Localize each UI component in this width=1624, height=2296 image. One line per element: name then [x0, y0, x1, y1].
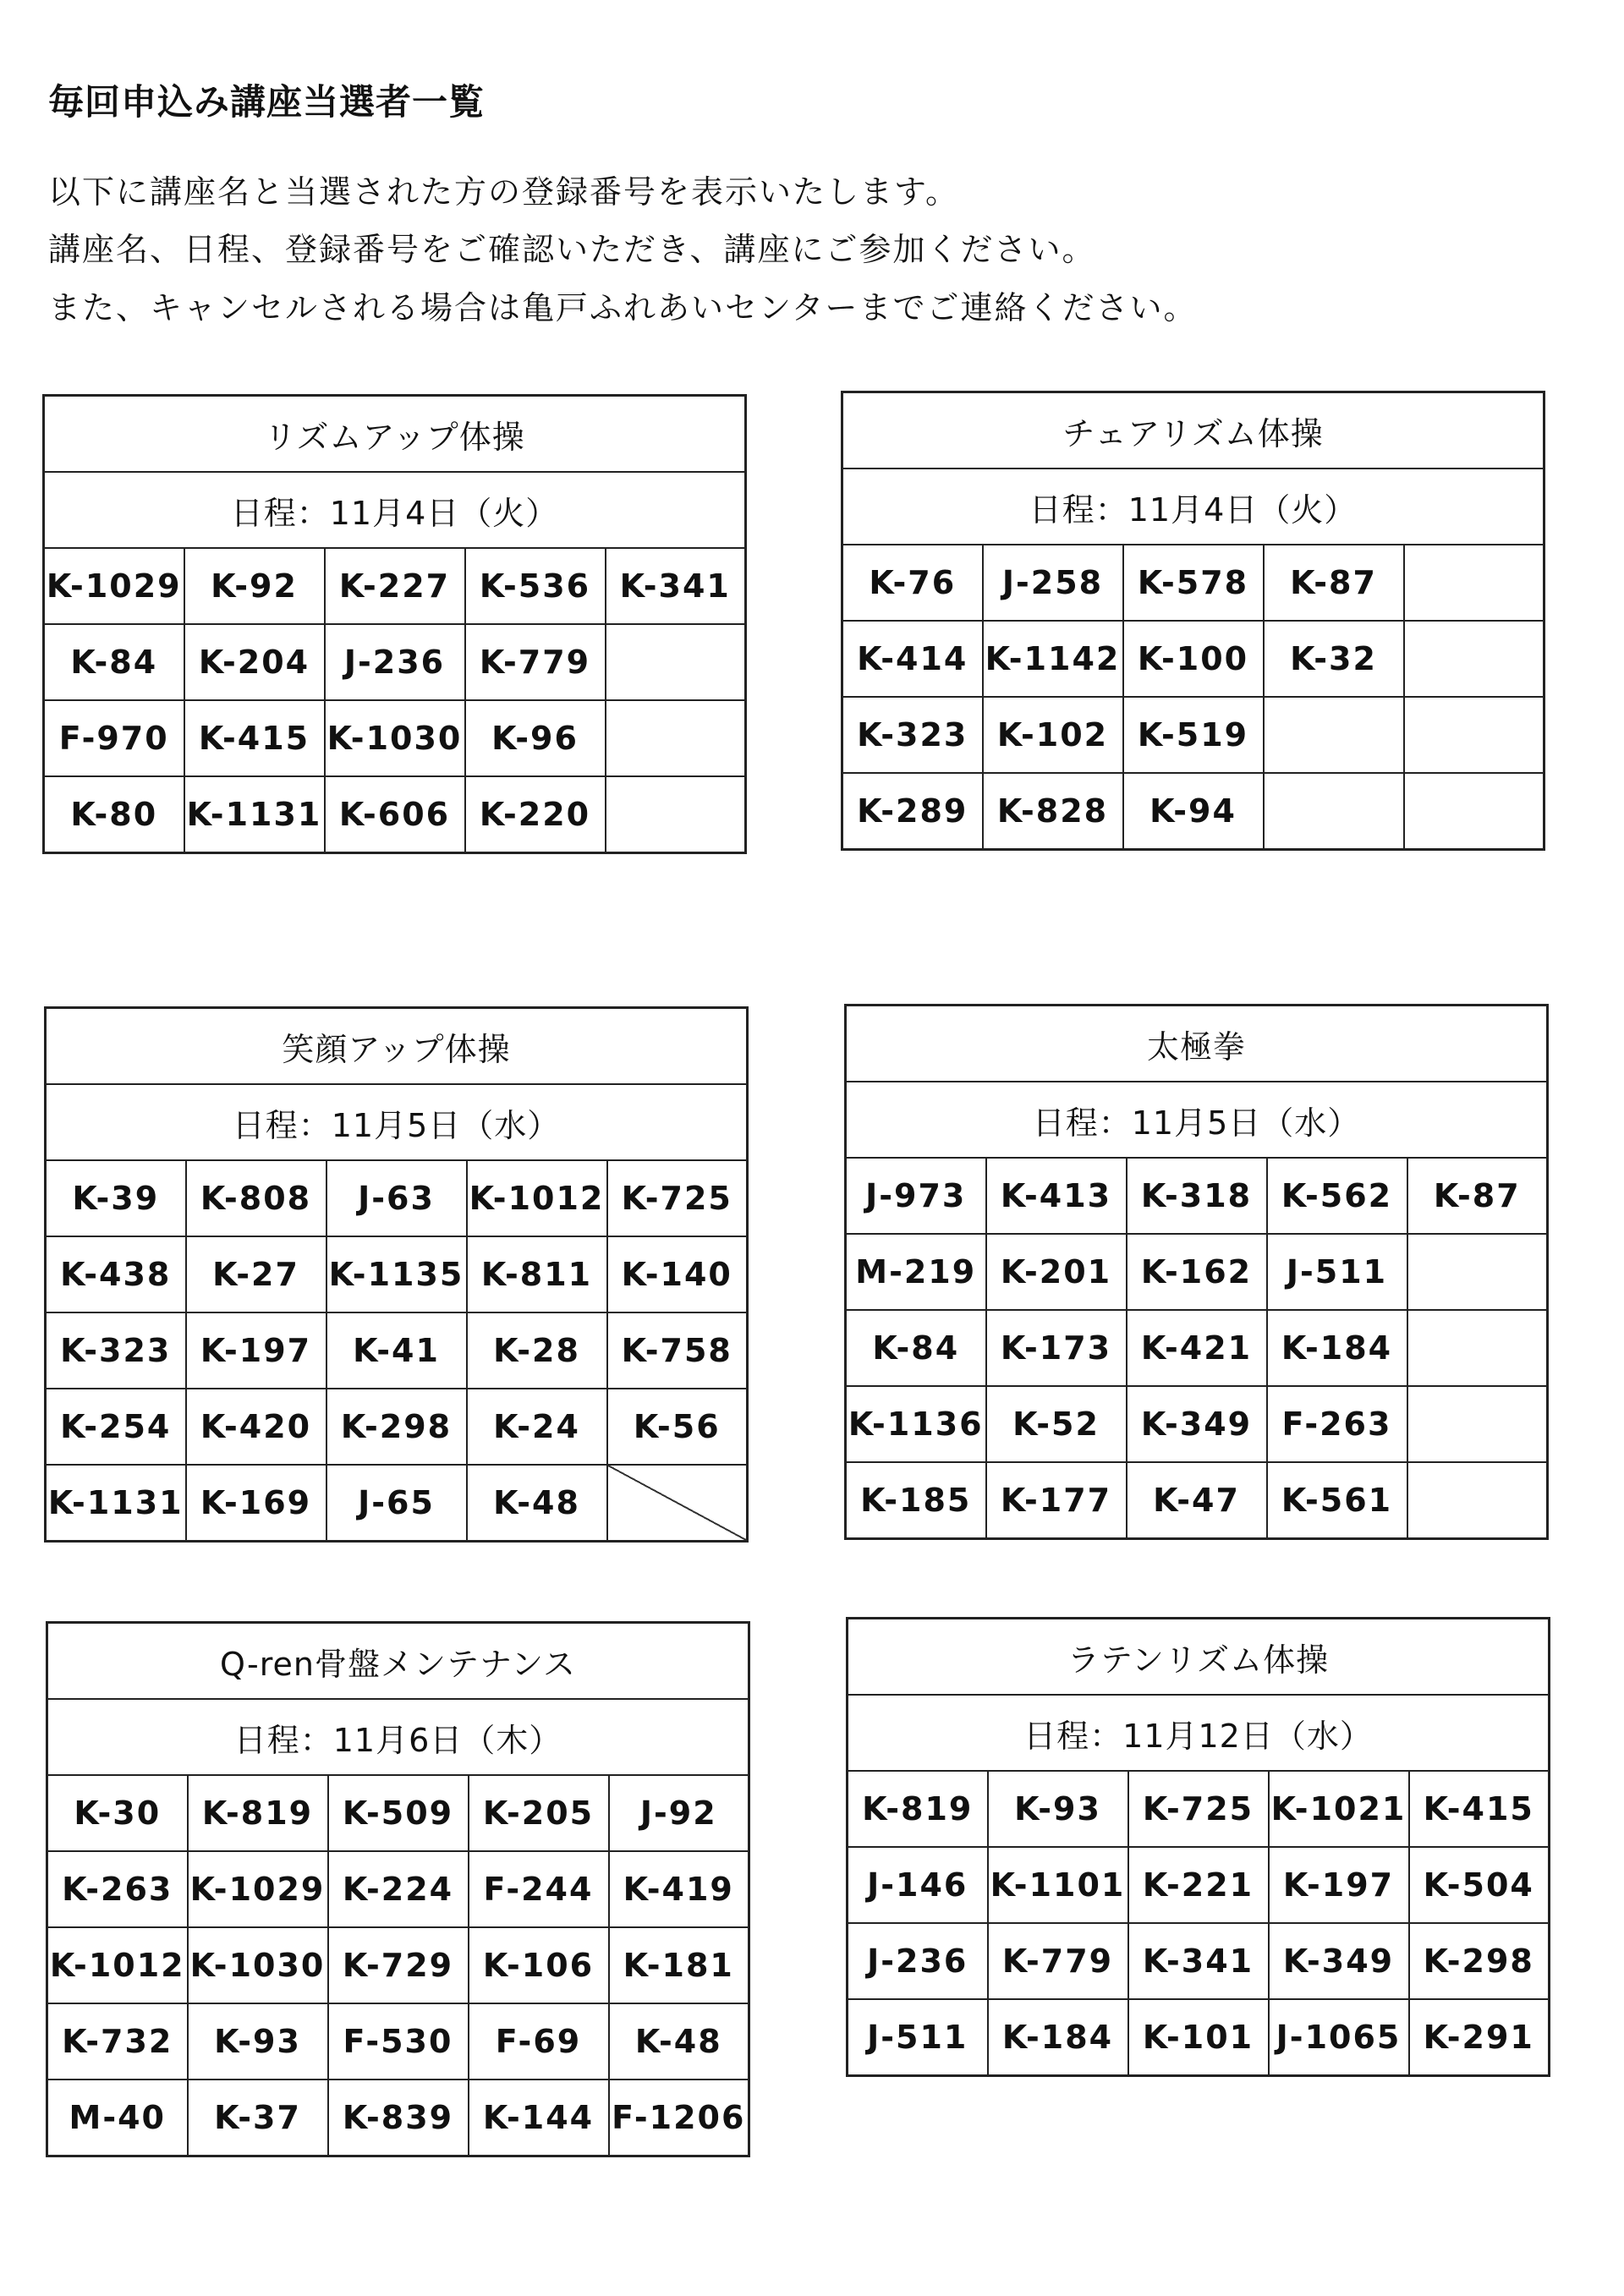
intro-line-3: また、キャンセルされる場合は亀戸ふれあいセンターまでご連絡ください。	[48, 289, 1198, 326]
registration-number: K-48	[467, 1465, 607, 1542]
course-table	[844, 1004, 1549, 1540]
registration-number: K-93	[188, 2003, 328, 2080]
registration-number: K-729	[328, 1927, 469, 2003]
empty-cell	[1404, 697, 1544, 773]
course-table	[46, 1621, 750, 2157]
course-name: 笑顔アップ体操	[46, 1008, 748, 1085]
registration-number: K-87	[1264, 545, 1404, 621]
registration-number: K-318	[1127, 1158, 1267, 1234]
registration-number: K-41	[326, 1312, 467, 1389]
registration-number: K-173	[986, 1310, 1127, 1386]
registration-number: K-102	[983, 697, 1123, 773]
course-name: ラテンリズム体操	[848, 1619, 1550, 1696]
registration-number: K-349	[1127, 1386, 1267, 1462]
registration-number: K-1012	[47, 1927, 188, 2003]
registration-number: K-420	[186, 1389, 326, 1465]
registration-number: K-725	[1128, 1771, 1269, 1847]
registration-number: K-291	[1409, 1999, 1550, 2076]
registration-number: K-415	[184, 700, 325, 776]
registration-number: K-39	[46, 1160, 186, 1236]
registration-number: K-204	[184, 624, 325, 700]
registration-number: J-63	[326, 1160, 467, 1236]
course-table	[846, 1617, 1550, 2077]
registration-number: K-80	[44, 776, 184, 853]
registration-number: K-1135	[326, 1236, 467, 1312]
registration-number: K-819	[848, 1771, 988, 1847]
registration-number: J-973	[846, 1158, 986, 1234]
registration-number: K-201	[986, 1234, 1127, 1310]
empty-cell	[1407, 1462, 1548, 1539]
registration-number: K-144	[469, 2080, 609, 2156]
empty-cell	[1407, 1310, 1548, 1386]
registration-number: K-48	[609, 2003, 749, 2080]
registration-number: K-197	[1269, 1847, 1409, 1923]
registration-number: K-438	[46, 1236, 186, 1312]
registration-number: J-65	[326, 1465, 467, 1542]
registration-number: K-224	[328, 1851, 469, 1927]
registration-number: K-1131	[184, 776, 325, 853]
registration-number: F-970	[44, 700, 184, 776]
registration-number: K-220	[465, 776, 606, 853]
registration-number: J-511	[1267, 1234, 1407, 1310]
registration-number: K-298	[326, 1389, 467, 1465]
registration-number: K-96	[465, 700, 606, 776]
registration-number: J-146	[848, 1847, 988, 1923]
registration-number: F-69	[469, 2003, 609, 2080]
registration-number: K-28	[467, 1312, 607, 1389]
course-schedule: 日程：11月5日（水）	[46, 1084, 748, 1160]
registration-number: K-184	[988, 1999, 1128, 2076]
course-schedule: 日程：11月12日（水）	[848, 1695, 1550, 1771]
registration-number: K-140	[607, 1236, 748, 1312]
registration-number: K-562	[1267, 1158, 1407, 1234]
registration-number: K-1029	[44, 548, 184, 624]
registration-number: K-1131	[46, 1465, 186, 1542]
page-title: 毎回申込み講座当選者一覧	[48, 81, 486, 123]
registration-number: K-254	[46, 1389, 186, 1465]
registration-number: K-758	[607, 1312, 748, 1389]
registration-number: K-323	[842, 697, 983, 773]
course-schedule: 日程：11月4日（火）	[842, 469, 1544, 545]
registration-number: K-56	[607, 1389, 748, 1465]
registration-number: K-1029	[188, 1851, 328, 1927]
registration-number: K-732	[47, 2003, 188, 2080]
registration-number: J-511	[848, 1999, 988, 2076]
registration-number: K-32	[1264, 621, 1404, 697]
registration-number: J-92	[609, 1775, 749, 1851]
registration-number: K-504	[1409, 1847, 1550, 1923]
registration-number: K-808	[186, 1160, 326, 1236]
registration-number: K-811	[467, 1236, 607, 1312]
registration-number: K-52	[986, 1386, 1127, 1462]
registration-number: K-221	[1128, 1847, 1269, 1923]
registration-number: K-184	[1267, 1310, 1407, 1386]
registration-number: K-94	[1123, 773, 1264, 850]
registration-number: K-561	[1267, 1462, 1407, 1539]
registration-number: K-100	[1123, 621, 1264, 697]
registration-number: K-323	[46, 1312, 186, 1389]
registration-number: K-1142	[983, 621, 1123, 697]
registration-number: F-244	[469, 1851, 609, 1927]
registration-number: K-47	[1127, 1462, 1267, 1539]
registration-number: K-419	[609, 1851, 749, 1927]
empty-cell	[1264, 697, 1404, 773]
registration-number: K-421	[1127, 1310, 1267, 1386]
registration-number: K-227	[325, 548, 465, 624]
empty-cell	[1404, 545, 1544, 621]
registration-number: F-1206	[609, 2080, 749, 2156]
registration-number: K-205	[469, 1775, 609, 1851]
registration-number: F-530	[328, 2003, 469, 2080]
registration-number: K-1030	[325, 700, 465, 776]
registration-number: K-536	[465, 548, 606, 624]
registration-number: J-236	[325, 624, 465, 700]
registration-number: K-828	[983, 773, 1123, 850]
empty-cell	[606, 624, 746, 700]
registration-number: K-606	[325, 776, 465, 853]
registration-number: K-519	[1123, 697, 1264, 773]
registration-number: K-87	[1407, 1158, 1548, 1234]
registration-number: M-40	[47, 2080, 188, 2156]
registration-number: K-725	[607, 1160, 748, 1236]
empty-cell	[1407, 1386, 1548, 1462]
registration-number: K-509	[328, 1775, 469, 1851]
course-schedule: 日程：11月5日（水）	[846, 1082, 1548, 1158]
registration-number: K-413	[986, 1158, 1127, 1234]
registration-number: K-24	[467, 1389, 607, 1465]
registration-number: M-219	[846, 1234, 986, 1310]
slashed-empty-cell	[607, 1465, 748, 1542]
registration-number: K-415	[1409, 1771, 1550, 1847]
registration-number: K-1012	[467, 1160, 607, 1236]
course-name: 太極拳	[846, 1006, 1548, 1082]
registration-number: K-84	[846, 1310, 986, 1386]
registration-number: J-1065	[1269, 1999, 1409, 2076]
registration-number: K-414	[842, 621, 983, 697]
empty-cell	[1407, 1234, 1548, 1310]
registration-number: J-236	[848, 1923, 988, 1999]
registration-number: K-1136	[846, 1386, 986, 1462]
intro-line-1: 以下に講座名と当選された方の登録番号を表示いたします。	[48, 173, 959, 211]
registration-number: K-37	[188, 2080, 328, 2156]
registration-number: K-197	[186, 1312, 326, 1389]
registration-number: K-341	[606, 548, 746, 624]
registration-number: K-162	[1127, 1234, 1267, 1310]
course-name: リズムアップ体操	[44, 396, 746, 473]
registration-number: K-779	[465, 624, 606, 700]
registration-number: K-349	[1269, 1923, 1409, 1999]
registration-number: K-185	[846, 1462, 986, 1539]
empty-cell	[1404, 773, 1544, 850]
registration-number: K-101	[1128, 1999, 1269, 2076]
registration-number: K-298	[1409, 1923, 1550, 1999]
registration-number: K-93	[988, 1771, 1128, 1847]
registration-number: K-84	[44, 624, 184, 700]
registration-number: J-258	[983, 545, 1123, 621]
registration-number: K-181	[609, 1927, 749, 2003]
registration-number: K-819	[188, 1775, 328, 1851]
empty-cell	[606, 776, 746, 853]
registration-number: K-27	[186, 1236, 326, 1312]
registration-number: K-30	[47, 1775, 188, 1851]
registration-number: K-779	[988, 1923, 1128, 1999]
registration-number: K-177	[986, 1462, 1127, 1539]
registration-number: K-263	[47, 1851, 188, 1927]
registration-number: K-1021	[1269, 1771, 1409, 1847]
course-name: Q-ren骨盤メンテナンス	[47, 1623, 749, 1700]
course-table	[44, 1006, 749, 1543]
registration-number: K-76	[842, 545, 983, 621]
registration-number: K-169	[186, 1465, 326, 1542]
registration-number: K-92	[184, 548, 325, 624]
registration-number: K-1030	[188, 1927, 328, 2003]
empty-cell	[1404, 621, 1544, 697]
course-schedule: 日程：11月4日（火）	[44, 472, 746, 548]
empty-cell	[1264, 773, 1404, 850]
empty-cell	[606, 700, 746, 776]
registration-number: K-839	[328, 2080, 469, 2156]
registration-number: K-106	[469, 1927, 609, 2003]
registration-number: K-289	[842, 773, 983, 850]
registration-number: K-1101	[988, 1847, 1128, 1923]
intro-line-2: 講座名、日程、登録番号をご確認いただき、講座にご参加ください。	[48, 231, 1096, 268]
course-schedule: 日程：11月6日（木）	[47, 1699, 749, 1775]
registration-number: K-341	[1128, 1923, 1269, 1999]
course-table	[42, 394, 747, 854]
registration-number: K-578	[1123, 545, 1264, 621]
course-name: チェアリズム体操	[842, 392, 1544, 469]
registration-number: F-263	[1267, 1386, 1407, 1462]
course-table	[841, 391, 1545, 851]
